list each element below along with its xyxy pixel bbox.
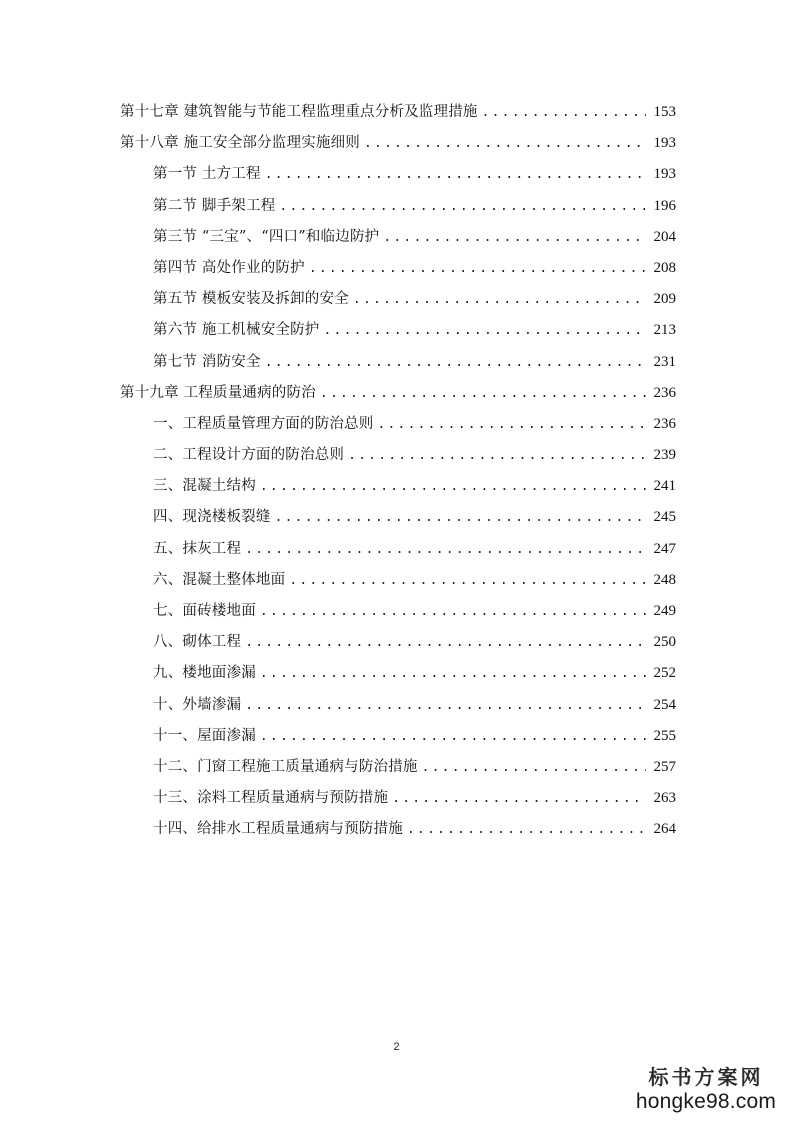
toc-entry-page: 245 [653, 509, 676, 526]
table-of-contents [120, 97, 676, 846]
toc-entry-title: 第二节 脚手架工程 [153, 197, 276, 214]
toc-entry[interactable] [120, 222, 676, 253]
toc-dot-leader [353, 284, 646, 315]
toc-entry[interactable] [120, 347, 676, 378]
toc-entry-page: 264 [653, 821, 676, 838]
toc-dot-leader [392, 783, 646, 814]
toc-entry-title: 十、外墙渗漏 [153, 696, 242, 713]
toc-dot-leader [482, 97, 646, 128]
toc-entry-page: 204 [653, 228, 676, 245]
toc-dot-leader [260, 721, 646, 752]
toc-entry-page: 257 [653, 758, 676, 775]
toc-entry-title: 四、现浇楼板裂缝 [153, 509, 271, 526]
toc-dot-leader [265, 347, 646, 378]
toc-entry-page: 209 [653, 291, 676, 308]
toc-dot-leader [348, 440, 646, 471]
toc-entry[interactable] [120, 690, 676, 721]
toc-entry-page: 252 [653, 665, 676, 682]
toc-dot-leader [422, 752, 646, 783]
toc-dot-leader [275, 502, 646, 533]
toc-entry-title: 第十九章 工程质量通病的防治 [120, 384, 316, 401]
toc-entry-title: 十四、给排水工程质量通病与预防措施 [153, 821, 403, 838]
toc-entry[interactable] [120, 253, 676, 284]
toc-dot-leader [407, 814, 646, 845]
toc-dot-leader [383, 222, 646, 253]
toc-entry-page: 249 [653, 603, 676, 619]
toc-entry-page: 193 [653, 166, 676, 183]
toc-dot-leader [309, 253, 646, 284]
toc-entry-page: 254 [653, 696, 676, 713]
toc-entry-title: 第一节 土方工程 [153, 166, 261, 183]
toc-entry[interactable] [120, 814, 676, 845]
toc-entry-page: 208 [653, 259, 676, 276]
toc-entry-title: 第十七章 建筑智能与节能工程监理重点分析及监理措施 [120, 104, 478, 120]
watermark-title: 标书方案网 [648, 1065, 764, 1089]
toc-entry[interactable] [120, 721, 676, 752]
toc-entry-page: 213 [653, 322, 676, 339]
toc-entry-page: 241 [653, 478, 676, 495]
toc-entry-page: 250 [653, 634, 676, 651]
toc-entry-title: 第七节 消防安全 [153, 353, 261, 370]
toc-entry-page: 239 [653, 447, 676, 464]
toc-entry[interactable] [120, 658, 676, 689]
toc-dot-leader [289, 565, 646, 596]
toc-entry[interactable] [120, 159, 676, 190]
toc-entry[interactable] [120, 627, 676, 658]
toc-entry[interactable] [120, 565, 676, 596]
toc-entry[interactable] [120, 502, 676, 533]
toc-entry-title: 第十八章 施工安全部分监理实施细则 [120, 135, 361, 152]
toc-dot-leader [245, 534, 646, 565]
toc-entry[interactable] [120, 378, 676, 409]
toc-entry-title: 六、混凝土整体地面 [153, 571, 286, 588]
toc-dot-leader [324, 315, 646, 346]
toc-entry[interactable] [120, 97, 676, 128]
toc-entry[interactable] [120, 315, 676, 346]
toc-dot-leader [265, 159, 646, 190]
toc-entry[interactable] [120, 191, 676, 222]
toc-entry[interactable] [120, 534, 676, 565]
toc-entry-title: 七、面砖楼地面 [153, 603, 256, 619]
toc-entry[interactable] [120, 596, 676, 627]
watermark-url: hongke98.com [635, 1090, 777, 1113]
toc-entry-title: 第四节 高处作业的防护 [153, 259, 305, 276]
toc-dot-leader [260, 658, 646, 689]
toc-entry-title: 第五节 模板安装及拆卸的安全 [153, 291, 349, 308]
toc-entry[interactable] [120, 128, 676, 159]
site-watermark [631, 1064, 781, 1114]
toc-entry-title: 八、砌体工程 [153, 634, 242, 651]
toc-entry-page: 196 [653, 197, 676, 214]
toc-entry-page: 248 [653, 571, 676, 588]
toc-entry[interactable] [120, 409, 676, 440]
toc-entry-title: 五、抹灰工程 [153, 540, 242, 557]
toc-entry-title: 十一、屋面渗漏 [153, 727, 256, 744]
toc-dot-leader [260, 596, 646, 627]
toc-entry-page: 236 [653, 384, 676, 401]
toc-entry-title: 十二、门窗工程施工质量通病与防治措施 [153, 758, 418, 775]
toc-dot-leader [378, 409, 647, 440]
toc-dot-leader [279, 191, 646, 222]
toc-entry-page: 247 [653, 540, 676, 557]
toc-entry[interactable] [120, 752, 676, 783]
toc-entry[interactable] [120, 471, 676, 502]
toc-dot-leader [364, 128, 646, 159]
toc-entry-title: 三、混凝土结构 [153, 478, 256, 495]
toc-entry[interactable] [120, 440, 676, 471]
toc-dot-leader [245, 627, 646, 658]
toc-entry-title: 九、楼地面渗漏 [153, 665, 256, 682]
toc-entry-title: 一、工程质量管理方面的防治总则 [153, 415, 374, 432]
toc-entry-page: 193 [653, 135, 676, 152]
toc-entry-page: 231 [653, 353, 676, 370]
toc-entry-title: 第六节 施工机械安全防护 [153, 322, 320, 339]
toc-entry-page: 153 [653, 104, 676, 120]
toc-entry[interactable] [120, 284, 676, 315]
toc-entry-page: 263 [653, 790, 676, 807]
page-number: 2 [393, 1041, 400, 1053]
toc-entry-title: 二、工程设计方面的防治总则 [153, 447, 345, 464]
toc-dot-leader [245, 690, 646, 721]
toc-entry-page: 255 [653, 727, 676, 744]
toc-entry-title: 第三节 “三宝”、“四口”和临边防护 [153, 228, 380, 245]
toc-entry-page: 236 [653, 415, 676, 432]
toc-entry-title: 十三、涂料工程质量通病与预防措施 [153, 790, 389, 807]
toc-dot-leader [320, 378, 646, 409]
toc-entry[interactable] [120, 783, 676, 814]
toc-dot-leader [260, 471, 646, 502]
